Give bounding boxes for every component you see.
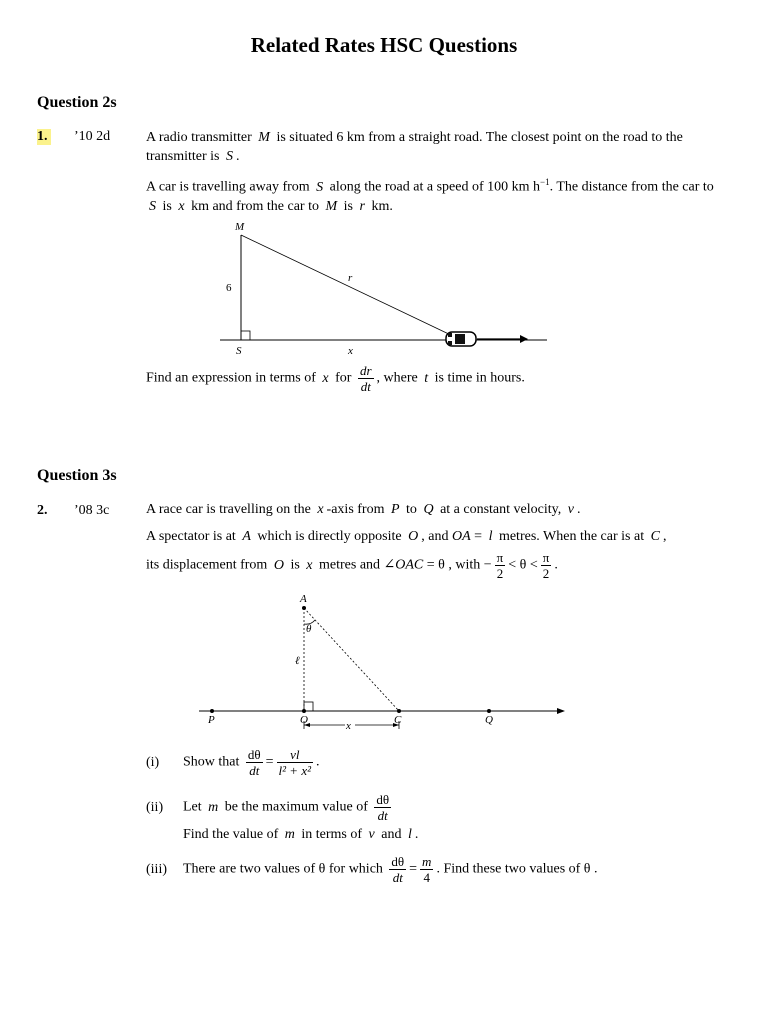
label-theta: θ [306, 623, 312, 635]
axis-arrowhead [557, 708, 565, 714]
part-i: (i) Show that $\frac{d\theta}{dt}$ = $\frac{vl}{\text{l² + x²}}$ . [146, 747, 320, 778]
label-6: 6 [226, 282, 232, 294]
fraction-dtheta-dt: $\frac{d\theta}{dt}$ [247, 747, 261, 778]
section-heading: Question 2s [37, 94, 117, 111]
question-text: A race car is travelling on the x -axis from P to Q at a constant velocity, v . [146, 502, 581, 517]
question-text: A spectator is at A which is directly opposite O , and OA = l metres. When the car is at C , [146, 529, 667, 544]
question-text: A radio transmitter M is situated 6 km from a straight road. The closest point on the road to the transmitter is S . [146, 130, 683, 164]
section-heading: Question 3s [37, 467, 117, 484]
page-title: Related Rates HSC Questions [250, 33, 518, 57]
fraction-dr-dt: $\frac{dr}{dt}$ [359, 363, 372, 394]
label-C: C [394, 714, 402, 726]
hypotenuse-line [241, 235, 455, 337]
diagram-race-car [195, 590, 575, 745]
label-x: x [348, 345, 353, 357]
point-P [210, 709, 214, 713]
point-Q [487, 709, 491, 713]
point-A [302, 606, 306, 610]
label-Q: Q [485, 714, 493, 726]
fraction-dtheta-dt: $\frac{d\theta}{dt}$ [391, 854, 405, 885]
question-ref: ’08 3c [74, 503, 110, 518]
part-ii: (ii) Let m be the maximum value of $\frac{d\theta}{dt}$ [146, 792, 390, 823]
fraction-m-4: $\frac{m}{4}$ [422, 854, 432, 885]
line-AC [304, 608, 399, 711]
fraction-vl: $\frac{vl}{\text{l² + x²}}$ [278, 747, 311, 778]
right-angle-marker [241, 331, 250, 340]
fraction-pi-2: $\frac{\pi}{2}$ [542, 550, 550, 581]
question-text: A car is travelling away from S along the road at a speed of 100 km $h^{-1}$. The distance from the car to S is x km and from the car to M is r km. [146, 177, 714, 214]
question-number: 1. [37, 129, 51, 145]
car-icon [446, 332, 476, 346]
point-C [397, 709, 401, 713]
label-l: ℓ [295, 655, 300, 667]
label-S: S [236, 345, 242, 357]
fraction-dtheta-dt: $\frac{d\theta}{dt}$ [376, 792, 390, 823]
diagram-transmitter [215, 215, 555, 360]
question-ref: ’10 2d [74, 129, 111, 144]
find-text: Find an expression in terms of x for $\frac{dr}{dt}$ , where t is time in hours. [146, 363, 525, 394]
label-A: A [300, 593, 307, 605]
label-P: P [208, 714, 215, 726]
question-number: 2. [37, 503, 48, 518]
point-O [302, 709, 306, 713]
part-iii: (iii) There are two values of θ for which $\frac{d\theta}{dt}$ = $\frac{m}{4}$ . Find these two values of θ . [146, 854, 598, 885]
label-M: M [235, 221, 245, 233]
part-ii-line2: Find the value of m in terms of v and l . [183, 827, 419, 842]
label-O: O [300, 714, 308, 726]
label-x: x [346, 720, 351, 732]
label-r: r [348, 272, 353, 284]
question-text: its displacement from O is x metres and ∠OAC = θ , with − $\frac{\pi}{2}$ < θ < $\frac{\pi}{2}$ . [146, 550, 558, 581]
fraction-pi-2: $\frac{\pi}{2}$ [496, 550, 504, 581]
arrowhead [520, 335, 528, 343]
